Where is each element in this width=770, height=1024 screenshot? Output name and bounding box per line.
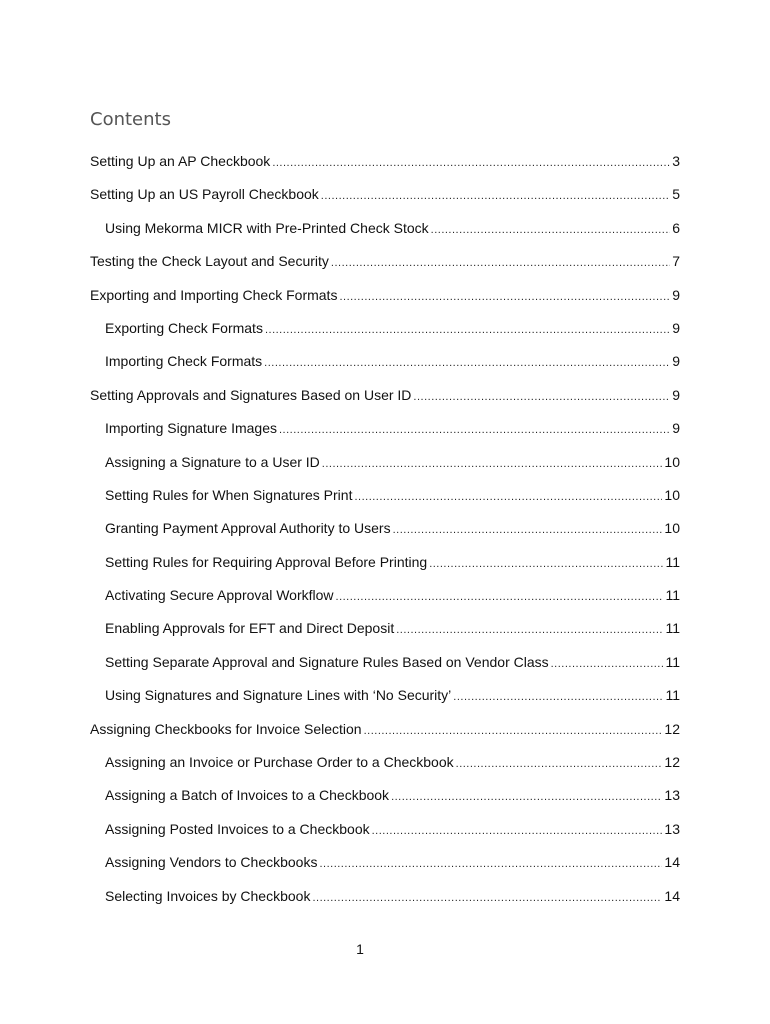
dot-leader <box>391 785 662 809</box>
toc-entry-page[interactable]: 13 <box>664 787 680 804</box>
dot-leader <box>364 719 663 743</box>
dot-leader <box>272 151 670 175</box>
toc-entry-title[interactable]: Exporting and Importing Check Formats <box>90 286 338 303</box>
toc-entry-title[interactable]: Activating Secure Approval Workflow <box>105 587 334 604</box>
dot-leader <box>265 318 670 342</box>
toc-entry-title[interactable]: Using Mekorma MICR with Pre-Printed Check Stock <box>105 219 429 236</box>
toc-entry-title[interactable]: Setting Up an AP Checkbook <box>90 153 271 169</box>
toc-entry[interactable] <box>90 616 680 649</box>
dot-leader <box>336 585 664 609</box>
toc-entry-page[interactable]: 11 <box>665 687 680 704</box>
toc-entry-page[interactable]: 9 <box>672 353 680 370</box>
dot-leader <box>551 652 664 676</box>
toc-entry-page[interactable]: 11 <box>665 553 680 570</box>
toc-heading: Contents <box>90 109 171 130</box>
toc-entry-title[interactable]: Importing Check Formats <box>105 353 263 370</box>
toc-entry-title[interactable]: Setting Rules for Requiring Approval Before Printing <box>105 553 428 570</box>
toc-entry-page[interactable]: 9 <box>672 420 680 437</box>
dot-leader <box>264 351 670 375</box>
toc-entry-page[interactable]: 12 <box>664 720 680 737</box>
dot-leader <box>456 752 663 776</box>
dot-leader <box>396 618 663 642</box>
toc-entry-title[interactable]: Enabling Approvals for EFT and Direct Deposit <box>105 620 395 637</box>
toc-entry-page[interactable]: 14 <box>664 887 680 904</box>
toc-entry[interactable] <box>90 583 680 616</box>
toc-entry[interactable] <box>90 850 680 883</box>
dot-leader <box>321 184 670 208</box>
toc-entry[interactable] <box>90 683 680 716</box>
toc-entry[interactable] <box>90 316 680 349</box>
toc-entry-page[interactable]: 10 <box>664 520 680 537</box>
toc-entry-page[interactable]: 10 <box>664 486 680 503</box>
toc-entry-title[interactable]: Assigning a Batch of Invoices to a Checkbook <box>105 787 390 804</box>
toc-entry-page[interactable]: 9 <box>672 319 680 336</box>
toc-entry[interactable] <box>90 249 680 282</box>
toc-entry-page[interactable]: 10 <box>664 453 680 470</box>
dot-leader <box>354 485 662 509</box>
toc-entry[interactable] <box>90 216 680 249</box>
toc-entry-page[interactable]: 11 <box>665 620 680 637</box>
toc-entry-title[interactable]: Selecting Invoices by Checkbook <box>105 887 311 904</box>
toc-entry-title[interactable]: Exporting Check Formats <box>105 319 263 336</box>
toc-entry[interactable] <box>90 550 680 583</box>
toc-entry-page[interactable]: 5 <box>672 186 680 203</box>
toc-entry-title[interactable]: Setting Approvals and Signatures Based on User ID <box>90 386 412 403</box>
toc-entry[interactable] <box>90 516 680 549</box>
toc-entry[interactable] <box>90 750 680 783</box>
dot-leader <box>319 852 662 876</box>
toc-entry[interactable] <box>90 416 680 449</box>
toc-entry[interactable] <box>90 149 680 182</box>
dot-leader <box>312 886 662 910</box>
toc-entry-page[interactable]: 9 <box>672 386 680 403</box>
dot-leader <box>429 552 663 576</box>
toc-entry-page[interactable]: 14 <box>664 854 680 871</box>
toc-entry[interactable] <box>90 450 680 483</box>
toc-entry-page[interactable]: 6 <box>672 219 680 236</box>
dot-leader <box>413 385 670 409</box>
toc-entry[interactable] <box>90 349 680 382</box>
toc-entry[interactable] <box>90 650 680 683</box>
dot-leader <box>339 285 670 309</box>
toc-entry[interactable] <box>90 182 680 215</box>
toc-entry-page[interactable]: 9 <box>672 286 680 303</box>
dot-leader <box>279 418 670 442</box>
dot-leader <box>453 685 663 709</box>
page-number: 1 <box>356 941 364 957</box>
toc-entry-title[interactable]: Assigning an Invoice or Purchase Order to a Checkbook <box>105 754 454 771</box>
toc-entry-page[interactable]: 12 <box>664 754 680 771</box>
toc-entry-page[interactable]: 11 <box>665 587 680 604</box>
toc-entry-page[interactable]: 7 <box>672 253 680 270</box>
toc-entry-page[interactable]: 13 <box>664 820 680 837</box>
dot-leader <box>372 819 663 843</box>
toc-entry[interactable] <box>90 817 680 850</box>
toc-entry[interactable] <box>90 783 680 816</box>
toc-entry-title[interactable]: Testing the Check Layout and Security <box>90 253 329 270</box>
dot-leader <box>393 518 663 542</box>
toc-entry-title[interactable]: Assigning Checkbooks for Invoice Selection <box>90 720 362 737</box>
toc-entry-title[interactable]: Importing Signature Images <box>105 420 277 437</box>
toc-entry-title[interactable]: Setting Up an US Payroll Checkbook <box>90 186 319 203</box>
dot-leader <box>331 251 670 275</box>
toc-entry[interactable] <box>90 383 680 416</box>
dot-leader <box>431 218 671 242</box>
toc-entry-title[interactable]: Using Signatures and Signature Lines with ‘No Security’ <box>105 687 452 704</box>
toc-entry-title[interactable]: Setting Rules for When Signatures Print <box>105 486 353 503</box>
toc-entry-title[interactable]: Assigning a Signature to a User ID <box>105 453 320 470</box>
table-of-contents <box>90 149 680 917</box>
dot-leader <box>322 452 663 476</box>
toc-entry-page[interactable]: 11 <box>665 653 680 670</box>
toc-entry-page[interactable]: 3 <box>672 153 680 169</box>
toc-entry[interactable] <box>90 717 680 750</box>
toc-entry[interactable] <box>90 884 680 917</box>
toc-entry[interactable] <box>90 283 680 316</box>
toc-entry-title[interactable]: Assigning Vendors to Checkbooks <box>105 854 318 871</box>
toc-entry-title[interactable]: Assigning Posted Invoices to a Checkbook <box>105 820 370 837</box>
toc-entry-title[interactable]: Setting Separate Approval and Signature Rules Based on Vendor Class <box>105 653 549 670</box>
toc-entry[interactable] <box>90 483 680 516</box>
toc-entry-title[interactable]: Granting Payment Approval Authority to Users <box>105 520 391 537</box>
